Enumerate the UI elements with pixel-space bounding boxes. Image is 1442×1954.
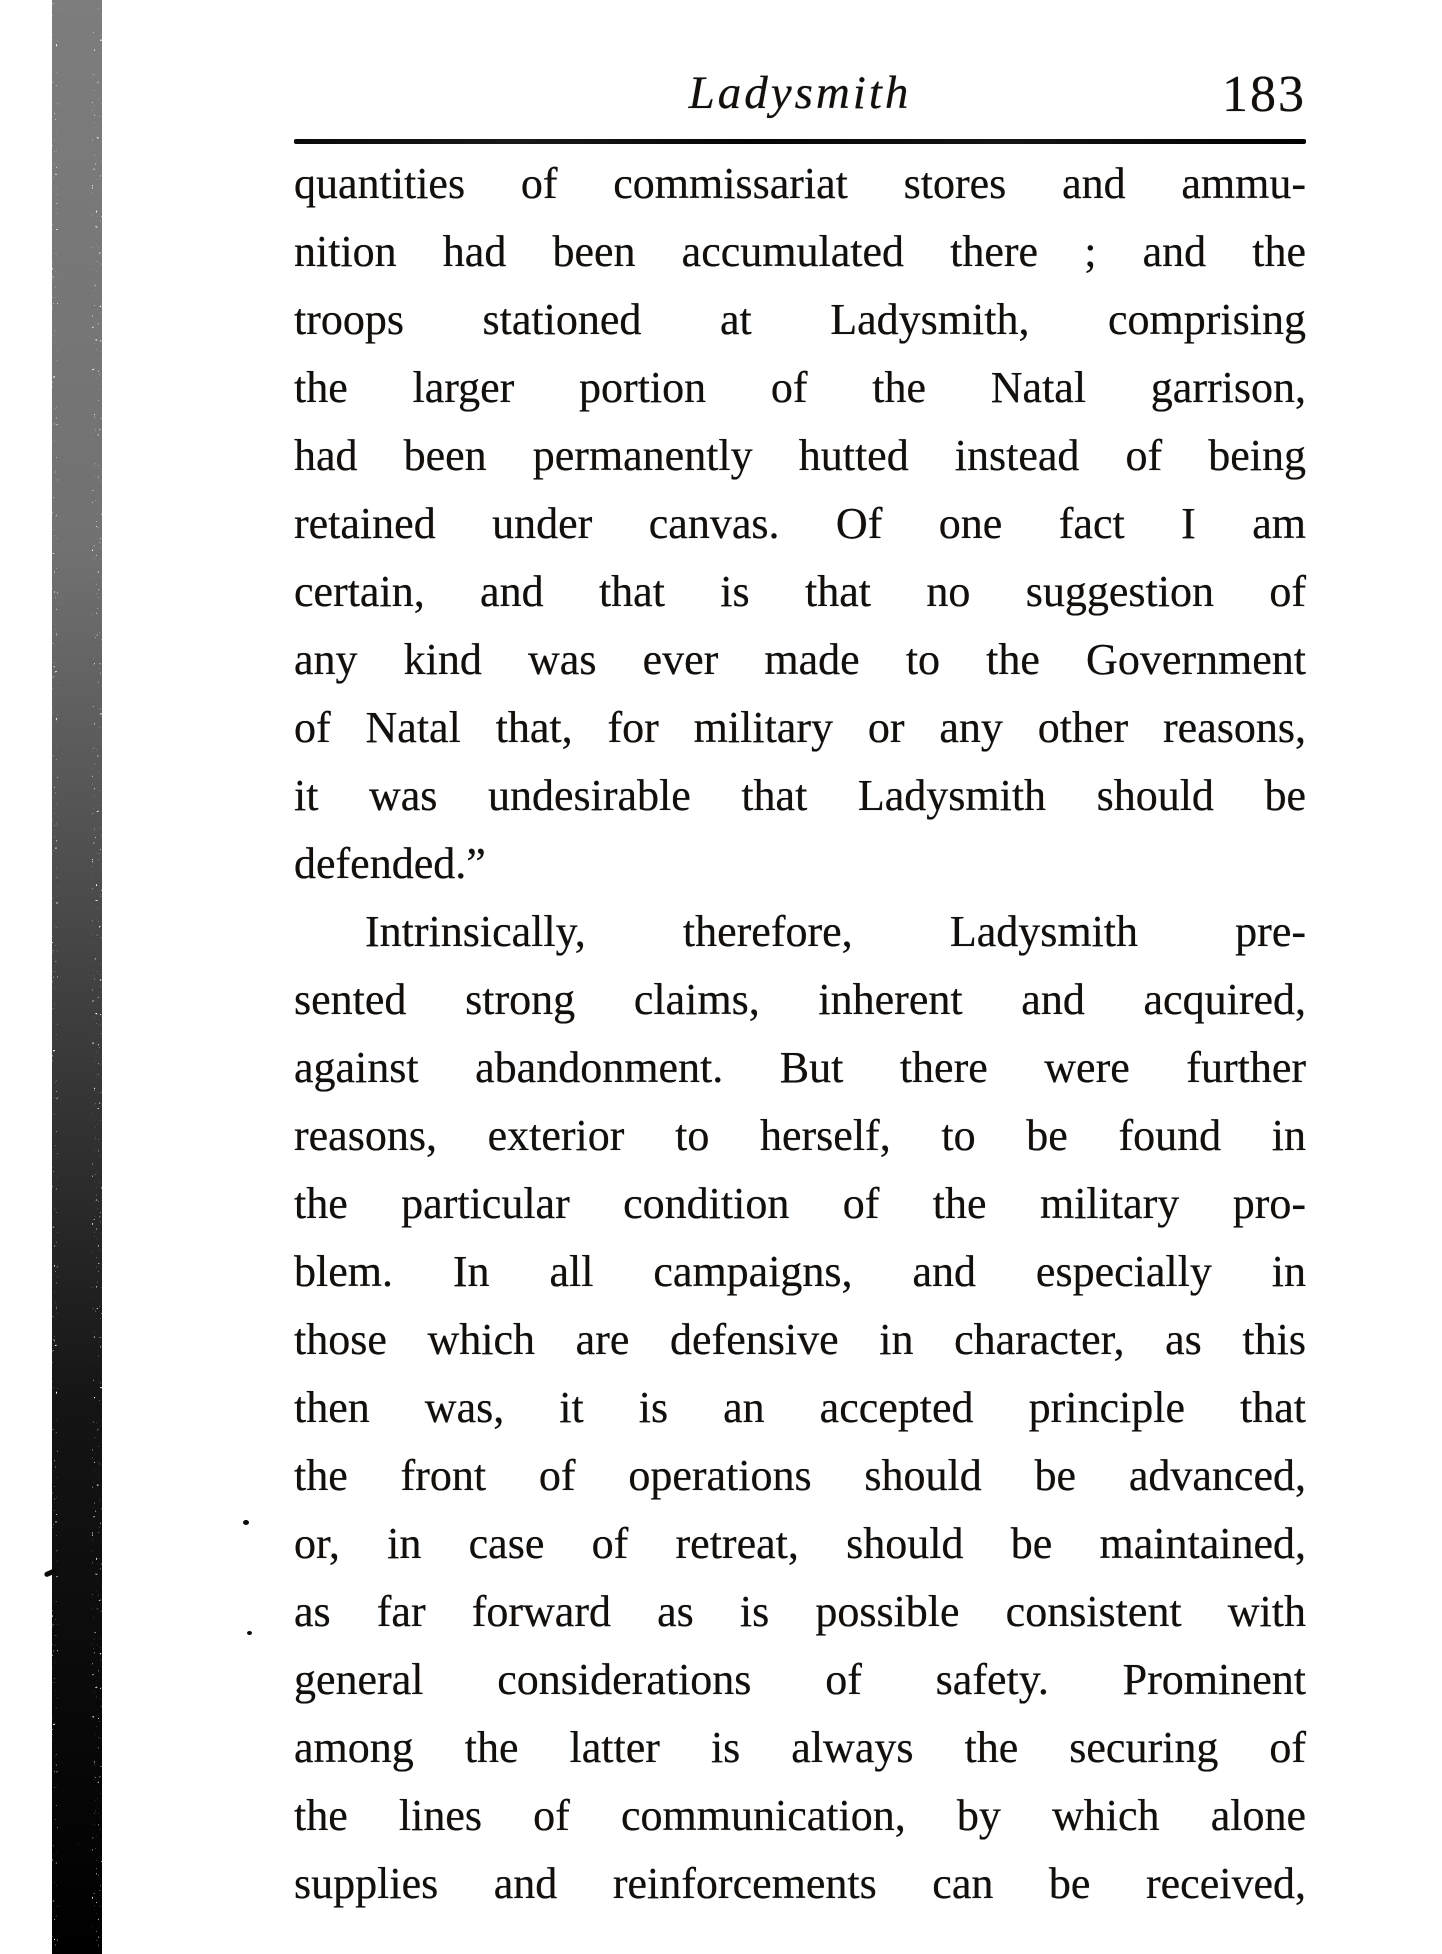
body-line: any kind was ever made to the Government <box>294 635 1306 684</box>
body-line: then was, it is an accepted principle that <box>294 1383 1306 1432</box>
body-line: certain, and that is that no suggestion of <box>294 567 1306 616</box>
body-line: quantities of commissariat stores and ammu- <box>294 159 1306 208</box>
body-line: blem. In all campaigns, and especially in <box>294 1247 1306 1296</box>
body-text <box>294 150 1306 1918</box>
ink-speck <box>247 1631 252 1635</box>
body-line: nition had been accumulated there ; and the <box>294 227 1306 276</box>
page-number: 183 <box>1222 66 1306 123</box>
paragraph <box>294 898 1306 1918</box>
body-line: among the latter is always the securing of <box>294 1723 1306 1772</box>
body-line: had been permanently hutted instead of being <box>294 431 1306 480</box>
body-line: or, in case of retreat, should be maintained, <box>294 1519 1306 1568</box>
body-line: defended.” <box>294 839 486 888</box>
ink-speck <box>243 1520 249 1525</box>
running-title: Ladysmith <box>688 67 912 119</box>
body-line: Intrinsically, therefore, Ladysmith pre- <box>365 907 1306 956</box>
body-line: of Natal that, for military or any other reasons, <box>294 703 1306 752</box>
body-line: retained under canvas. Of one fact I am <box>294 499 1306 548</box>
body-line: the particular condition of the military pro- <box>294 1179 1306 1228</box>
body-line: troops stationed at Ladysmith, comprising <box>294 295 1306 344</box>
binding-shadow-noise <box>38 0 128 1954</box>
body-line: as far forward as is possible consistent with <box>294 1587 1306 1636</box>
body-line: the lines of communication, by which alone <box>294 1791 1306 1840</box>
body-line: general considerations of safety. Prominent <box>294 1655 1306 1704</box>
body-line: sented strong claims, inherent and acquired, <box>294 975 1306 1024</box>
body-line: the larger portion of the Natal garrison, <box>294 363 1306 412</box>
paragraph <box>294 150 1306 898</box>
body-line: reasons, exterior to herself, to be found in <box>294 1111 1306 1160</box>
body-line: it was undesirable that Ladysmith should be <box>294 771 1306 820</box>
header-rule <box>294 139 1306 144</box>
body-line: those which are defensive in character, as this <box>294 1315 1306 1364</box>
body-line: supplies and reinforcements can be received, <box>294 1859 1306 1908</box>
body-line: against abandonment. But there were further <box>294 1043 1306 1092</box>
body-line: the front of operations should be advanced, <box>294 1451 1306 1500</box>
